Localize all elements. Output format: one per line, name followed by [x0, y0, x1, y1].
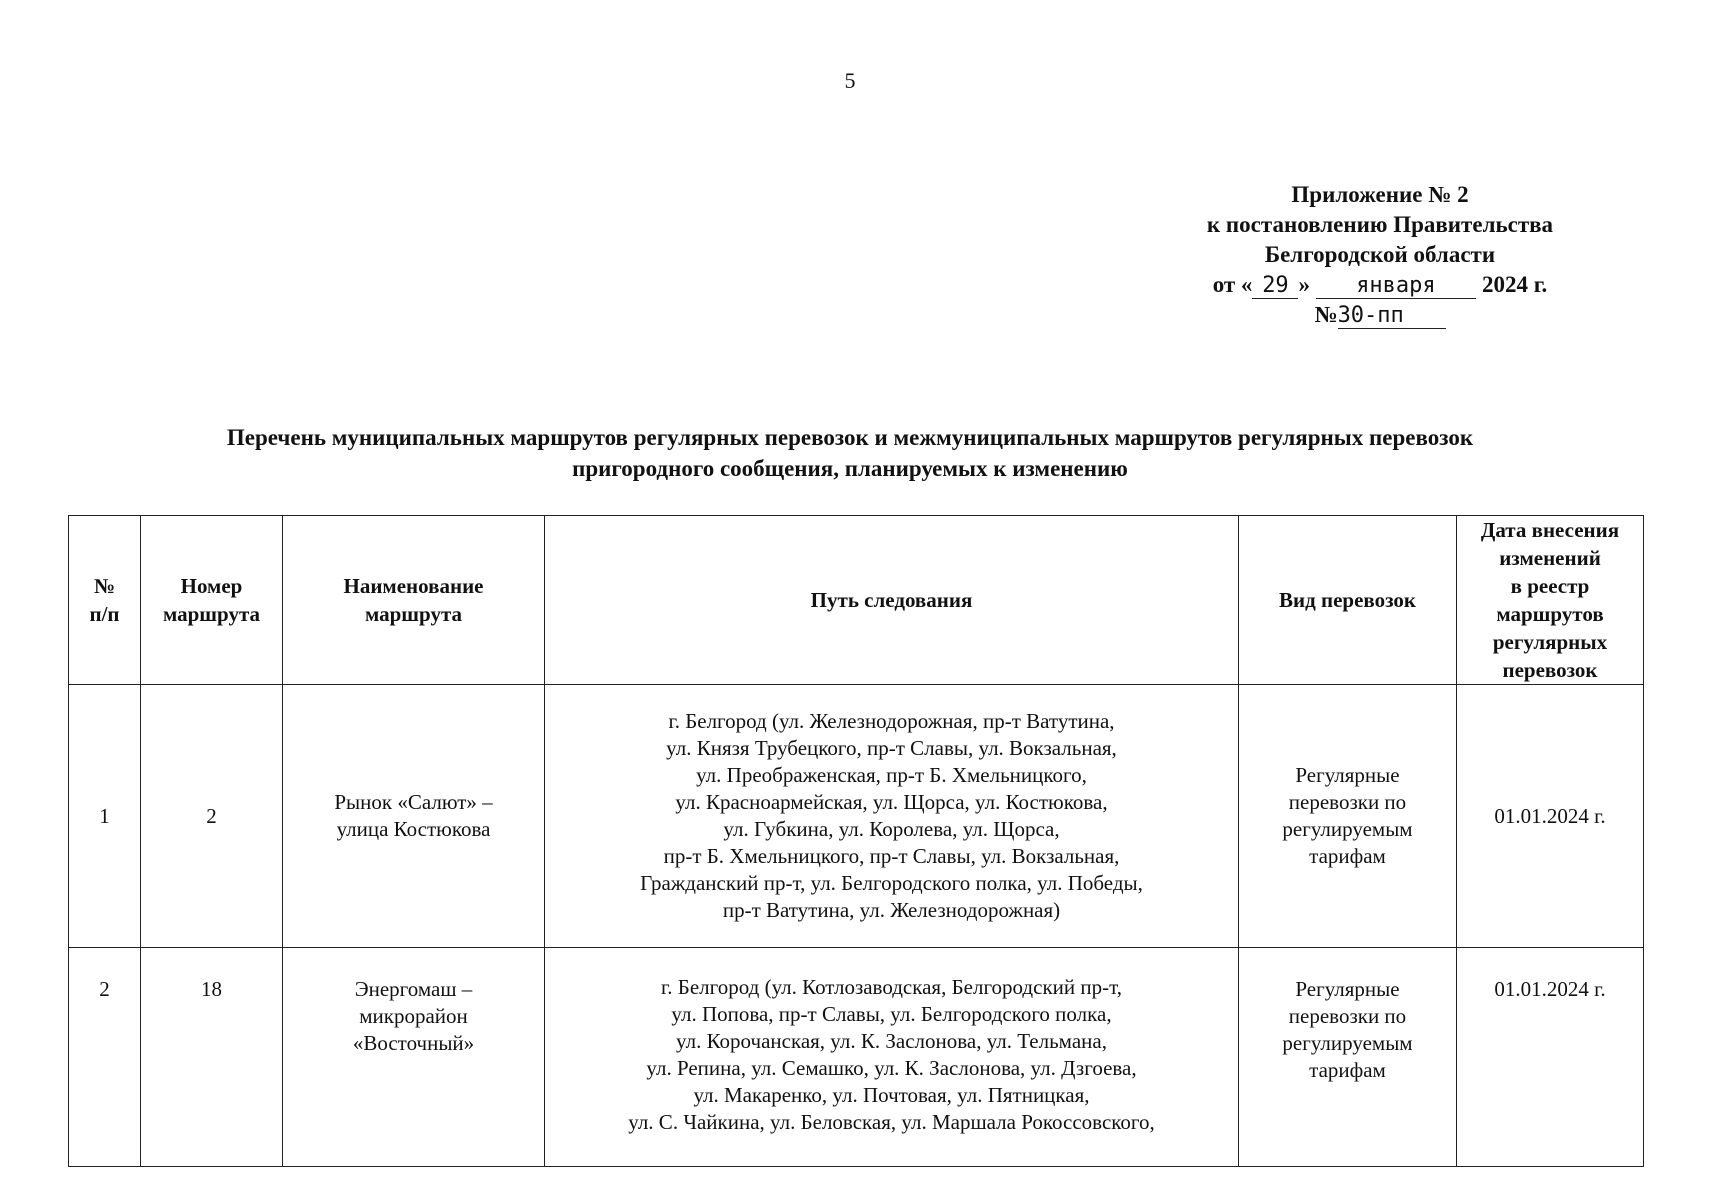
cell-registry-date: 01.01.2024 г.	[1457, 948, 1644, 1167]
appendix-number-line	[1160, 300, 1600, 330]
appendix-line-3: Белгородской области	[1264, 242, 1496, 267]
date-year: 2024 г.	[1481, 272, 1548, 297]
cell-transport-type: Регулярные перевозки по регулируемым тарифам	[1239, 685, 1457, 948]
table-header-row	[69, 516, 1644, 685]
cell-transport-type: Регулярные перевозки по регулируемым тарифам	[1239, 948, 1457, 1167]
document-title-line-1: Перечень муниципальных маршрутов регулярных перевозок и межмуниципальных маршрутов регулярных перевозок	[226, 425, 1474, 450]
cell-path: г. Белгород (ул. Котлозаводская, Белгородский пр-т, ул. Попова, пр-т Славы, ул. Белгородского полка, ул. Корочанская, ул. К. Заслонова, ул. Тельмана, ул. Репина, ул. Семашко, ул. К. Заслонова, ул. Дзгоева, ул. Макаренко, ул. Почтовая, ул. Пятницкая, ул. С. Чайкина, ул. Беловская, ул. Маршала Рокоссовского,	[545, 948, 1239, 1167]
cell-num: 2	[69, 948, 141, 1167]
header-path: Путь следования	[545, 516, 1239, 685]
date-day: 29	[1252, 274, 1298, 299]
appendix-header	[1160, 180, 1600, 330]
header-transport-type: Вид перевозок	[1239, 516, 1457, 685]
cell-num: 1	[69, 685, 141, 948]
cell-path: г. Белгород (ул. Железнодорожная, пр-т Ватутина, ул. Князя Трубецкого, пр-т Славы, ул. Вокзальная, ул. Преображенская, пр-т Б. Хмельницкого, ул. Красноармейская, ул. Щорса, ул. Костюкова, ул. Губкина, ул. Королева, ул. Щорса, пр-т Б. Хмельницкого, пр-т Славы, ул. Вокзальная, Гражданский пр-т, ул. Белгородского полка, ул. Победы, пр-т Ватутина, ул. Железнодорожная)	[545, 685, 1239, 948]
cell-route-name: Энергомаш – микрорайон «Восточный»	[283, 948, 545, 1167]
date-mid: »	[1298, 272, 1310, 297]
date-prefix: от «	[1212, 272, 1253, 297]
date-month: января	[1316, 274, 1476, 299]
cell-registry-date: 01.01.2024 г.	[1457, 685, 1644, 948]
header-registry-date: Дата внесения изменений в реестр маршрутов регулярных перевозок	[1457, 516, 1644, 685]
routes-table	[68, 515, 1644, 1167]
document-title	[110, 422, 1590, 484]
cell-route-number: 18	[141, 948, 283, 1167]
resolution-number: 30-пп	[1338, 304, 1446, 329]
number-prefix: №	[1314, 302, 1338, 327]
cell-route-name: Рынок «Салют» – улица Костюкова	[283, 685, 545, 948]
header-route-number: Номер маршрута	[141, 516, 283, 685]
appendix-line-2: к постановлению Правительства	[1206, 212, 1554, 237]
header-num: № п/п	[69, 516, 141, 685]
appendix-date-line	[1160, 270, 1600, 300]
page-number: 5	[844, 68, 856, 93]
table-row	[69, 948, 1644, 1167]
cell-route-number: 2	[141, 685, 283, 948]
header-route-name: Наименование маршрута	[283, 516, 545, 685]
appendix-line-1: Приложение № 2	[1291, 182, 1469, 207]
table-row	[69, 685, 1644, 948]
document-title-line-2: пригородного сообщения, планируемых к изменению	[572, 456, 1128, 481]
